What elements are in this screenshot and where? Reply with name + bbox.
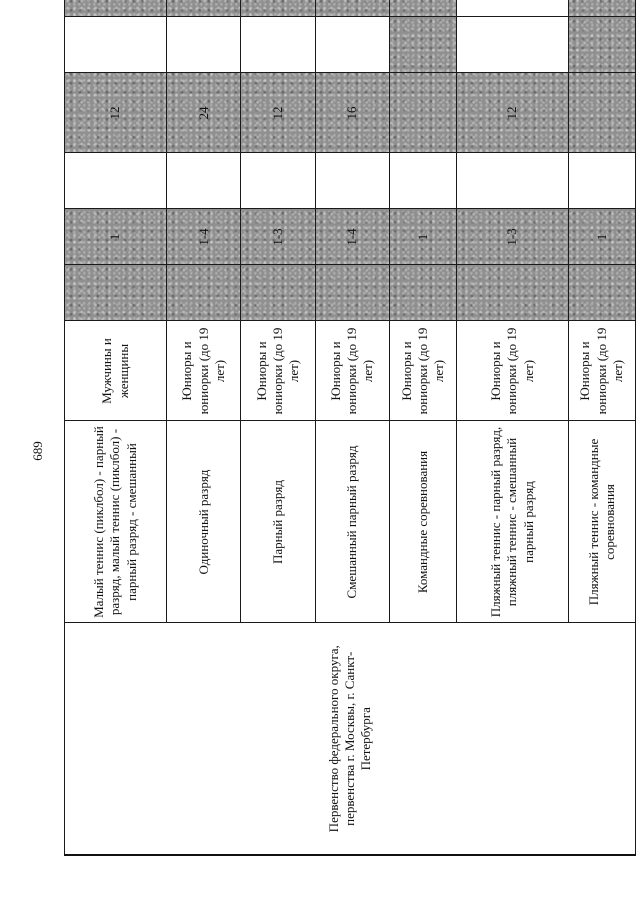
page-number: 689 <box>30 441 45 461</box>
age-group-cell: Юниоры и юниорки (до 19 лет) <box>457 321 568 421</box>
shaded-cell <box>568 153 635 209</box>
shaded-cell <box>389 0 456 17</box>
rotated-table-container <box>64 28 636 856</box>
shaded-cell <box>568 0 635 17</box>
shaded-cell <box>315 17 389 73</box>
shaded-cell <box>568 265 635 321</box>
shaded-cell <box>389 17 456 73</box>
discipline-cell: Пляжный теннис - командные соревнования <box>568 421 635 623</box>
age-group-cell: Юниоры и юниорки (до 19 лет) <box>167 321 241 421</box>
shaded-cell <box>167 0 241 17</box>
shaded-cell <box>315 0 389 17</box>
table-body <box>65 0 636 855</box>
discipline-cell: Парный разряд <box>241 421 315 623</box>
shaded-cell <box>568 17 635 73</box>
participants-cell: 24 <box>167 73 241 153</box>
places-cell: 1 <box>65 209 167 265</box>
places-cell: 1-4 <box>315 209 389 265</box>
discipline-cell: Малый теннис (пиклбол) - парный разряд, малый теннис (пиклбол) - парный разряд - смешанный <box>65 421 167 623</box>
shaded-cell <box>65 153 167 209</box>
age-group-cell: Юниоры и юниорки (до 19 лет) <box>315 321 389 421</box>
participants-cell <box>568 73 635 153</box>
places-cell: 1-3 <box>457 209 568 265</box>
age-group-cell: Юниоры и юниорки (до 19 лет) <box>568 321 635 421</box>
participants-cell: 12 <box>241 73 315 153</box>
participants-cell: 12 <box>457 73 568 153</box>
shaded-cell <box>241 153 315 209</box>
discipline-cell: Одиночный разряд <box>167 421 241 623</box>
shaded-cell <box>457 17 568 73</box>
age-group-cell: Юниоры и юниорки (до 19 лет) <box>389 321 456 421</box>
places-cell: 1-4 <box>167 209 241 265</box>
shaded-cell <box>167 17 241 73</box>
participants-cell: 16 <box>315 73 389 153</box>
places-cell: 1-3 <box>241 209 315 265</box>
shaded-cell <box>457 265 568 321</box>
section-title-cell: Первенство федерального округа, первенства г. Москвы, г. Санкт-Петербурга <box>65 623 636 855</box>
shaded-cell <box>389 265 456 321</box>
shaded-cell <box>241 0 315 17</box>
shaded-cell <box>65 0 167 17</box>
discipline-cell: Пляжный теннис - парный разряд, пляжный теннис - смешанный парный разряд <box>457 421 568 623</box>
table-row <box>65 0 167 855</box>
shaded-cell <box>315 265 389 321</box>
shaded-cell <box>167 153 241 209</box>
shaded-cell <box>65 17 167 73</box>
shaded-cell <box>315 153 389 209</box>
participants-cell <box>389 73 456 153</box>
shaded-cell <box>241 265 315 321</box>
shaded-cell <box>167 265 241 321</box>
shaded-cell <box>389 153 456 209</box>
places-cell: 1 <box>568 209 635 265</box>
discipline-cell: Командные соревнования <box>389 421 456 623</box>
shaded-cell <box>457 153 568 209</box>
shaded-cell <box>457 0 568 17</box>
competition-table <box>64 0 636 856</box>
participants-cell: 12 <box>65 73 167 153</box>
age-group-cell: Юниоры и юниорки (до 19 лет) <box>241 321 315 421</box>
age-group-cell: Мужчины и женщины <box>65 321 167 421</box>
places-cell: 1 <box>389 209 456 265</box>
discipline-cell: Смешанный парный разряд <box>315 421 389 623</box>
shaded-cell <box>65 265 167 321</box>
shaded-cell <box>241 17 315 73</box>
